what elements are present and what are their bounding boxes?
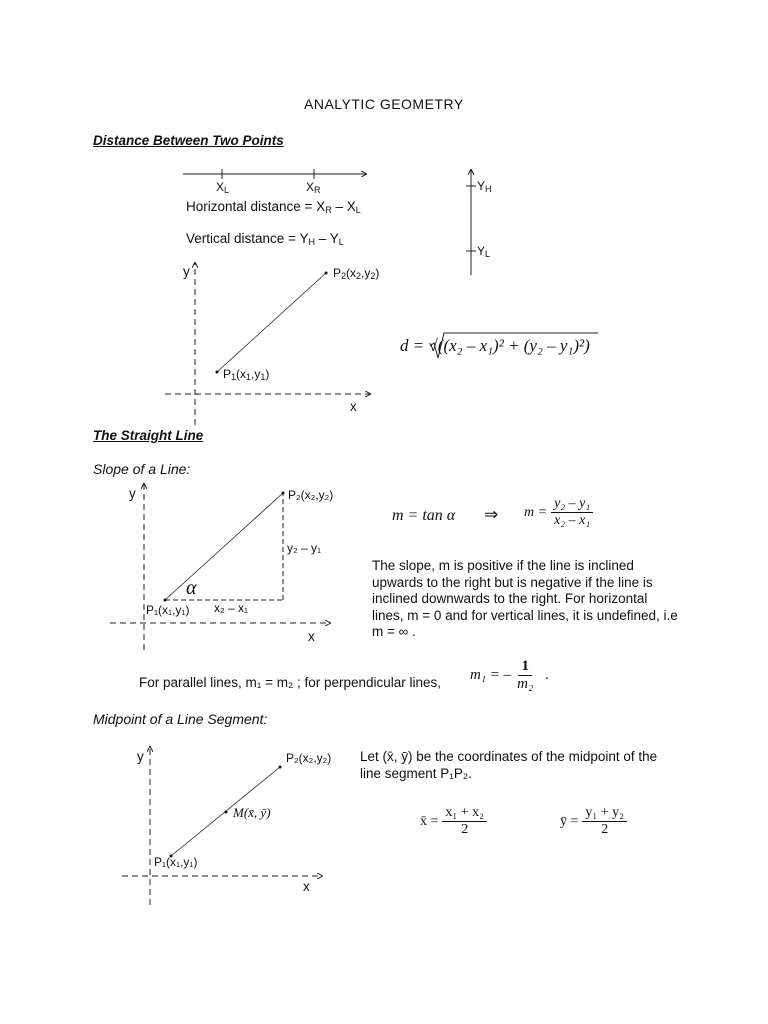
- yl-label: $Y_L$: [477, 244, 491, 259]
- distance-graph-axes: [165, 263, 370, 425]
- midpoint-p1-label: P₁(x₁,y₁): [154, 855, 198, 869]
- midpoint-graph-axes: [122, 747, 322, 905]
- xl-label: $X_L$: [216, 180, 230, 195]
- straight-line-heading: The Straight Line: [93, 428, 204, 443]
- horizontal-number-line: [183, 169, 366, 179]
- parallel-perpendicular-text: For parallel lines, m₁ = m₂ ; for perpendicular lines,: [139, 675, 442, 690]
- slope-x-axis-label: x: [308, 629, 315, 644]
- distance-y-axis-label: y: [183, 264, 190, 279]
- horizontal-distance-text: Horizontal distance = $X_R - X_L$: [186, 199, 361, 215]
- xbar-formula: x̄ = $\frac{\text{x₁ + x₂}}{2}$: [420, 805, 487, 838]
- distance-x-axis-label: x: [350, 399, 357, 414]
- midpoint-y-axis-label: y: [137, 749, 144, 764]
- page-title: ANALYTIC GEOMETRY: [304, 96, 464, 112]
- slope-graph-axes: [110, 484, 330, 650]
- distance-p1-label: $P_1(x_1,y_1)$: [223, 367, 270, 382]
- midpoint-p2-label: P₂(x₂,y₂): [286, 751, 332, 765]
- perpendicular-formula: m₁ = – $\frac{1}{\text{m₂}}$ .: [470, 658, 549, 692]
- slope-fraction-formula: m = $\frac{\text{y₂ – y₁}}{\text{x₂ – x₁}}$: [524, 496, 593, 529]
- slope-p2-label: P₂(x₂,y₂): [288, 488, 334, 502]
- midpoint-m-label: M(x̄, ȳ): [233, 805, 271, 820]
- slope-description: The slope, m is positive if the line is inclined upwards to the right but is negative if the line is inclined downwards to the right. For horizontal lines, m = 0 and for vertical lines, it is undefined, i.e m = ∞ .: [372, 558, 678, 639]
- slope-y-axis-label: y: [129, 486, 136, 501]
- midpoint-let-text: Let (x̄, ȳ) be the coordinates of the midpoint of the line segment P₁P₂.: [360, 749, 658, 781]
- distance-heading: Distance Between Two Points: [93, 133, 284, 148]
- vertical-distance-text: Vertical distance = $Y_H - Y_L$: [186, 231, 344, 247]
- xr-label: $X_R$: [306, 180, 321, 195]
- distance-p2-label: $P_2(x_2,y_2)$: [333, 266, 380, 281]
- alpha-label: α: [186, 577, 197, 599]
- run-label: x₂ – x₁: [214, 601, 249, 615]
- distance-formula: d = √((x₂ – x₁)² + (y₂ – y₁)²): [400, 336, 590, 355]
- yh-label: $Y_H$: [477, 179, 492, 194]
- midpoint-heading: Midpoint of a Line Segment:: [93, 711, 268, 727]
- slope-p1-label: P₁(x₁,y₁): [146, 603, 190, 617]
- vertical-number-line: [466, 170, 476, 275]
- slope-heading: Slope of a Line:: [93, 461, 191, 477]
- slope-tan-formula: m = tan α: [392, 507, 456, 524]
- midpoint-x-axis-label: x: [303, 879, 310, 894]
- ybar-formula: ȳ = $\frac{\text{y₁ + y₂}}{2}$: [560, 805, 627, 838]
- implies-arrow: ⇒: [484, 505, 499, 524]
- rise-label: y₂ – y₁: [287, 541, 322, 555]
